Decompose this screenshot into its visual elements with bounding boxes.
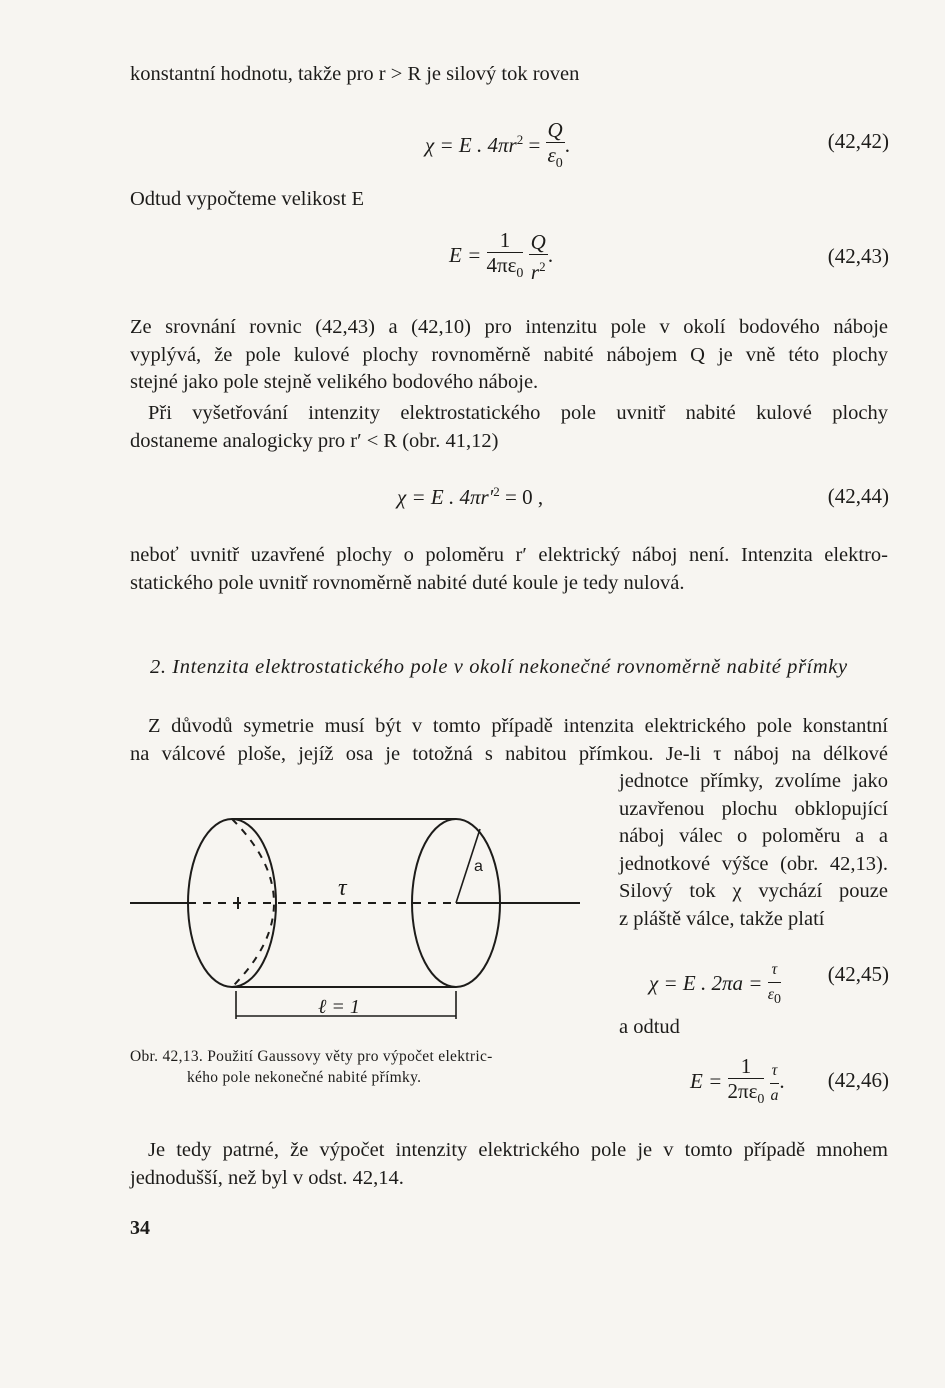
paragraph-odtud: Odtud vypočteme velikost E — [130, 188, 364, 210]
paragraph-line-charge: Z důvodů symetrie musí být v tomto případě intenzita elektrického pole konstantní na válcové ploše, jejíž osa je totožná s nabitou přímkou. Je-li τ náboj na délkové — [130, 715, 888, 765]
length-label: ℓ = 1 — [318, 996, 360, 1018]
radius-label: a — [474, 858, 483, 875]
paragraph-comparison: Ze srovnání rovnic (42,43) a (42,10) pro intenzitu pole v okolí bodového náboje vyplývá, že pole kulové plochy rovnoměrně nabité nábojem Q je vně této plochy stejné jako pole stejně velikého bodového náboje. — [130, 316, 888, 393]
equation-number-42-46: (42,46) — [827, 1068, 889, 1092]
paragraph-final: Je tedy patrné, že výpočet intenzity elektrického pole je v tomto případě mnohem jednodušší, než byl v odst. 42,14. — [130, 1139, 888, 1189]
equation-42-44: χ = E . $4\pi r'^2 = 0$ , — [397, 484, 544, 509]
equation-42-46: E = $\frac{1}{2\pi\varepsilon_0}$ $\frac{\tau}{a}$ . — [690, 1054, 785, 1108]
cylinder-left-end — [188, 819, 276, 987]
equation-number-42-45: (42,45) — [827, 962, 889, 986]
paragraph-and-then: a odtud — [619, 1016, 680, 1038]
equation-number-42-44: (42,44) — [827, 484, 889, 508]
equation-42-45: χ = E . 2πa = $\frac{\tau}{\varepsilon_0}$ — [649, 958, 781, 1012]
equation-number-42-43: (42,43) — [827, 244, 889, 268]
equation-42-43: E = $\frac{1}{4\pi\varepsilon_0}$ $\frac{Q}{r^2}$ . — [449, 228, 554, 285]
paragraph-conclusion-sphere: neboť uvnitř uzavřené plochy o poloměru r′ elektrický náboj není. Intenzita elektro- statického pole uvnitř rovnoměrně nabité duté koule je tedy nulová. — [130, 544, 888, 594]
equation-number-42-42: (42,42) — [827, 129, 889, 153]
section-heading: 2. Intenzita elektrostatického pole v okolí nekonečné rovnoměrně nabité přímky — [150, 656, 848, 678]
page-number: 34 — [130, 1217, 150, 1239]
figure-caption: Obr. 42,13. Použití Gaussovy věty pro výpočet elektric- kého pole nekonečné nabité přímky. — [130, 1048, 493, 1086]
paragraph-line-charge-wrap: jednotce přímky, zvolíme jako uzavřenou plochu obklopující náboj válec o poloměru a a jednotkové výšce (obr. 42,13). Silový tok χ vychází pouze z pláště válce, takže platí — [619, 770, 888, 930]
tau-label: τ — [338, 875, 347, 901]
equation-42-42: χ = E . $4\pi r^2$ = $\frac{Q}{\varepsilon_0}$ . — [425, 118, 570, 172]
paragraph-inside: Při vyšetřování intenzity elektrostatického pole uvnitř nabité kulové plochy dostaneme analogicky pro r′ < R (obr. 41,12) — [130, 402, 888, 452]
paragraph-intro: konstantní hodnotu, takže pro r > R je silový tok roven — [130, 63, 580, 85]
cylinder-figure — [128, 805, 583, 1035]
